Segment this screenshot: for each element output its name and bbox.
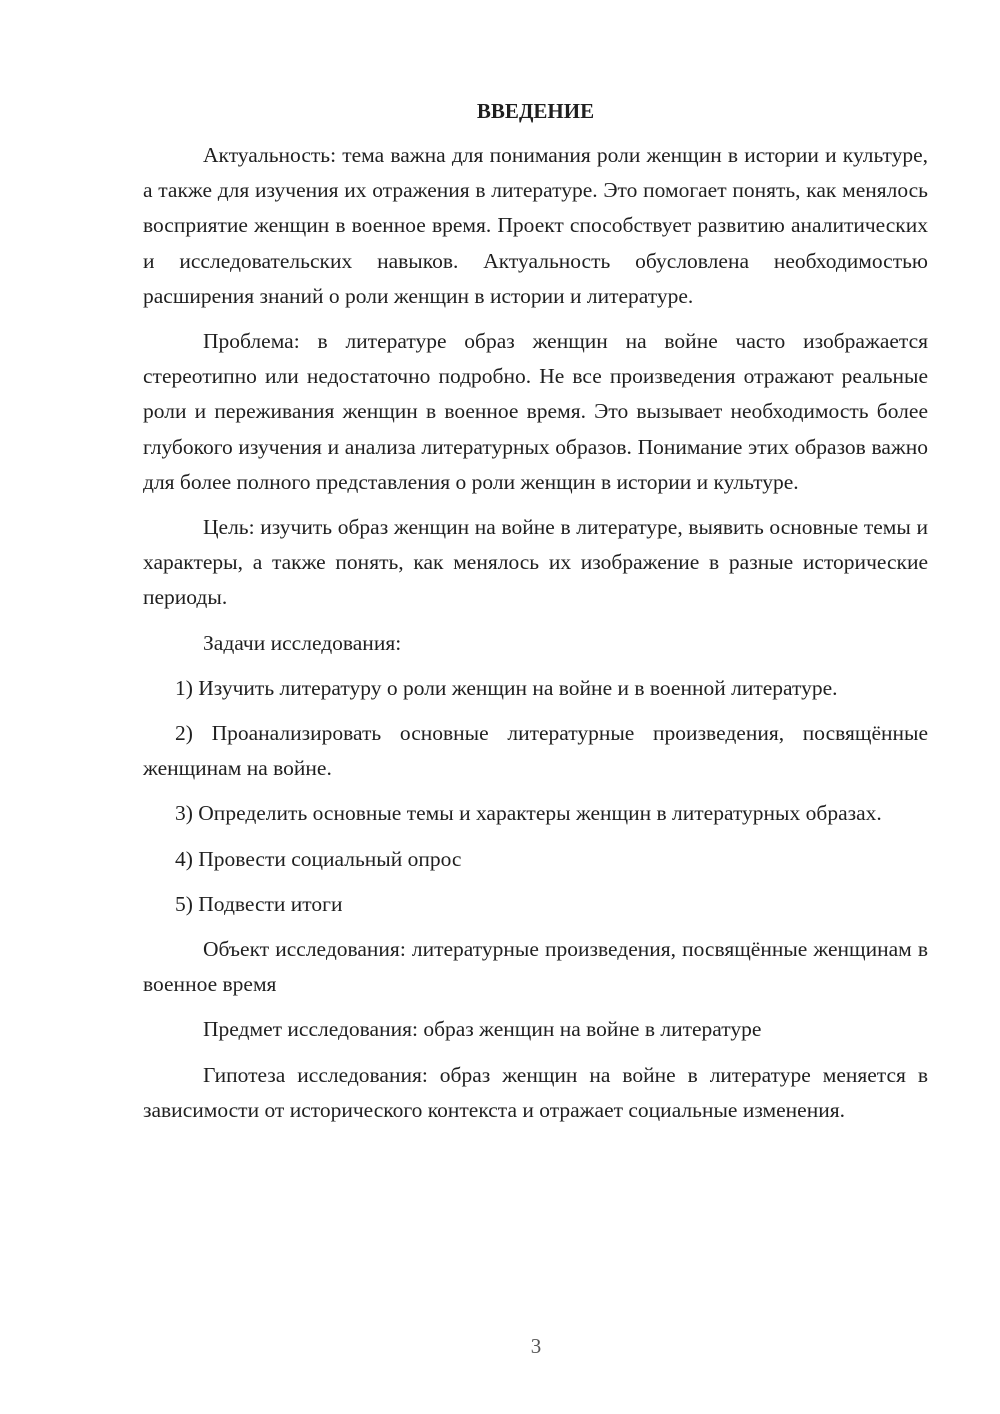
paragraph-subject: Предмет исследования: образ женщин на войне в литературе xyxy=(203,1017,762,1042)
task-item: 3) Определить основные темы и характеры женщин в литературных образах. xyxy=(175,801,882,826)
paragraph-hypothesis: Гипотеза исследования: образ женщин на войне в литературе меняется в зависимости от исторического контекста и отражает социальные изменения. xyxy=(143,1062,928,1122)
document-page xyxy=(143,96,928,1138)
task-item: 5) Подвести итоги xyxy=(175,891,343,916)
tasks-heading: Задачи исследования: xyxy=(203,630,402,655)
task-item: 1) Изучить литературу о роли женщин на войне и в военной литературе. xyxy=(175,675,838,700)
task-item: 2) Проанализировать основные литературные произведения, посвящённые женщинам на войне. xyxy=(143,721,928,781)
paragraph-problem: Проблема: в литературе образ женщин на войне часто изображается стереотипно или недостаточно подробно. Не все произведения отражают реальные роли и переживания женщин в военное время. Это вызывает необходимость более глубокого изучения и анализа литературных образов. Понимание этих образов важно для более полного представления о роли женщин в истории и культуре. xyxy=(143,329,928,494)
document-title: ВВЕДЕНИЕ xyxy=(476,99,595,123)
task-item: 4) Провести социальный опрос xyxy=(175,846,462,871)
paragraph-relevance: Актуальность: тема важна для понимания роли женщин в истории и культуре, а также для изучения их отражения в литературе. Это помогает понять, как менялось восприятие женщин в военное время. Проект способствует развитию аналитических и исследовательских навыков. Актуальность обусловлена необходимостью расширения знаний о роли женщин в истории и литературе. xyxy=(143,143,928,308)
paragraph-goal: Цель: изучить образ женщин на войне в литературе, выявить основные темы и характеры, а также понять, как менялось их изображение в разные исторические периоды. xyxy=(143,515,928,610)
paragraph-object: Объект исследования: литературные произведения, посвящённые женщинам в военное время xyxy=(143,937,928,997)
page-number: 3 xyxy=(530,1334,542,1358)
